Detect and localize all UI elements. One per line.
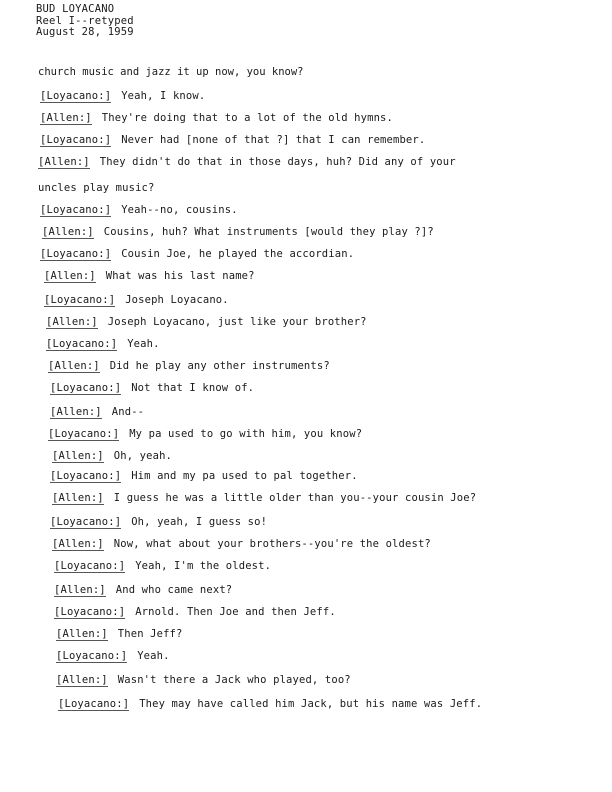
speech-text: They're doing that to a lot of the old hymns. [101, 112, 393, 124]
speaker-label: [Loyacano:] [40, 90, 112, 102]
transcript-line [56, 628, 183, 641]
speech-text: And who came next? [115, 584, 233, 596]
speech-text: Oh, yeah, I guess so! [131, 516, 268, 528]
speaker-label: [Loyacano:] [40, 204, 112, 216]
speech-text: They didn't do that in those days, huh? Did any of your [99, 156, 456, 168]
speech-text: And-- [111, 406, 145, 418]
header-name: BUD LOYACANO [36, 3, 115, 15]
transcript-line [42, 226, 434, 239]
speech-text: Oh, yeah. [113, 450, 173, 462]
transcript-line [54, 606, 336, 619]
transcript-line [56, 650, 170, 663]
transcript-line [52, 450, 172, 463]
speech-text: Joseph Loyacano, just like your brother? [107, 316, 367, 328]
speech-text: Joseph Loyacano. [125, 294, 229, 306]
document-header [36, 4, 134, 39]
transcript-line [50, 382, 254, 395]
speech-text: Wasn't there a Jack who played, too? [117, 674, 351, 686]
speech-text: Arnold. Then Joe and then Jeff. [135, 606, 336, 618]
speaker-label: [Loyacano:] [50, 470, 122, 482]
speech-text: Then Jeff? [117, 628, 183, 640]
speech-text: Yeah. [127, 338, 160, 350]
transcript-line [50, 516, 267, 529]
speaker-label: [Allen:] [44, 270, 96, 282]
transcript-line [40, 134, 425, 147]
speaker-label: [Loyacano:] [54, 606, 126, 618]
speech-text: My pa used to go with him, you know? [129, 428, 363, 440]
speech-text: Now, what about your brothers--you're the oldest? [113, 538, 431, 550]
speaker-label: [Loyacano:] [40, 248, 112, 260]
transcript-line [54, 560, 271, 573]
speech-text: Did he play any other instruments? [109, 360, 330, 372]
transcript-line [38, 156, 456, 169]
speaker-label: [Loyacano:] [50, 382, 122, 394]
transcript-line [46, 338, 160, 351]
speaker-label: [Loyacano:] [40, 134, 112, 146]
speech-text: Cousins, huh? What instruments [would they play ?]? [103, 226, 434, 238]
transcript-line [58, 698, 482, 711]
speaker-label: [Allen:] [56, 674, 108, 686]
transcript-line [40, 90, 205, 103]
speech-text: Yeah--no, cousins. [121, 204, 238, 216]
speaker-label: [Allen:] [52, 538, 104, 550]
speech-text: Him and my pa used to pal together. [131, 470, 358, 482]
speaker-label: [Allen:] [56, 628, 108, 640]
speech-text: Not that I know of. [131, 382, 255, 394]
transcript-line [38, 182, 155, 194]
transcript-line [48, 428, 362, 441]
speaker-label: [Loyacano:] [56, 650, 128, 662]
transcript-line [40, 248, 354, 261]
transcript-line [40, 204, 238, 217]
speech-text: Never had [none of that ?] that I can remember. [121, 134, 426, 146]
speaker-label: [Allen:] [54, 584, 106, 596]
speaker-label: [Loyacano:] [44, 294, 116, 306]
speech-text: Yeah, I'm the oldest. [135, 560, 272, 572]
speech-text: Yeah. [137, 650, 170, 662]
speaker-label: [Allen:] [52, 450, 104, 462]
speaker-label: [Allen:] [46, 316, 98, 328]
transcript-line [46, 316, 367, 329]
transcript-line [54, 584, 232, 597]
speaker-label: [Loyacano:] [48, 428, 120, 440]
header-reel: Reel I--retyped [36, 14, 134, 27]
header-date: August 28, 1959 [36, 26, 134, 38]
speaker-label: [Loyacano:] [58, 698, 130, 710]
speech-text: Yeah, I know. [121, 90, 206, 102]
speaker-label: [Allen:] [50, 406, 102, 418]
speaker-label: [Allen:] [40, 112, 92, 124]
speaker-label: [Loyacano:] [50, 516, 122, 528]
transcript-line [52, 492, 476, 505]
speaker-label: [Loyacano:] [54, 560, 126, 572]
speech-text: They may have called him Jack, but his name was Jeff. [139, 698, 483, 710]
speech-text: uncles play music? [38, 182, 155, 194]
transcript-line [44, 270, 255, 283]
transcript-line [50, 470, 358, 483]
transcript-line [52, 538, 431, 551]
transcript-line [40, 112, 393, 125]
speaker-label: [Loyacano:] [46, 338, 118, 350]
speech-text: What was his last name? [105, 270, 255, 282]
opening-line: church music and jazz it up now, you know? [38, 66, 304, 78]
speaker-label: [Allen:] [52, 492, 104, 504]
speaker-label: [Allen:] [38, 156, 90, 168]
speech-text: Cousin Joe, he played the accordian. [121, 248, 355, 260]
speaker-label: [Allen:] [42, 226, 94, 238]
transcript-line [56, 674, 351, 687]
transcript-line [48, 360, 330, 373]
transcript-line [50, 406, 144, 419]
transcript-line [44, 294, 229, 307]
speaker-label: [Allen:] [48, 360, 100, 372]
speech-text: I guess he was a little older than you--your cousin Joe? [113, 492, 477, 504]
